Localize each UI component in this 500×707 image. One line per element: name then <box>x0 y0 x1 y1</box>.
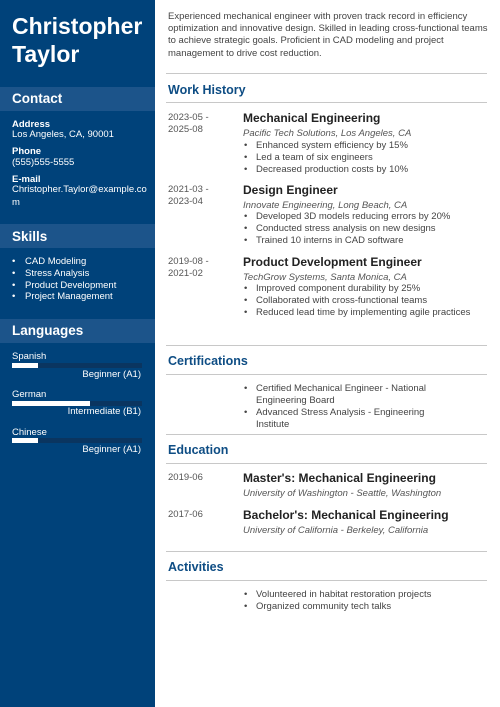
bullet-icon: • <box>12 291 16 303</box>
bullet-icon: • <box>244 222 248 234</box>
skill-item: • Stress Analysis <box>12 267 90 279</box>
job-date-range: 2021-03 - 2023-04 <box>168 184 209 207</box>
language-proficiency-fill <box>12 438 38 443</box>
education-school: University of California - Berkeley, California <box>243 525 429 536</box>
list-item: • Led a team of six engineers <box>244 151 373 163</box>
professional-summary: Experienced mechanical engineer with proven track record in efficiency optimization and innovative design. Skilled in leading cross-functional teams to achieve strategic goals. Proficient in CAD modeling and project management to drive cost reduction. <box>168 11 488 59</box>
bullet-icon: • <box>12 279 16 291</box>
email-label: E-mail <box>12 174 41 185</box>
certifications-heading: Certifications <box>168 354 248 368</box>
activities-list <box>243 589 488 613</box>
languages-heading: Languages <box>12 323 84 338</box>
list-item: • Collaborated with cross-functional teams <box>244 294 428 306</box>
education-degree: Master's: Mechanical Engineering <box>243 471 436 485</box>
bullet-icon: • <box>244 306 248 318</box>
language-name: German <box>12 389 47 400</box>
skill-item: • Project Management <box>12 291 113 303</box>
bullet-icon: • <box>244 140 248 151</box>
job-company: TechGrow Systems, Santa Monica, CA <box>243 272 407 283</box>
education-heading: Education <box>168 443 229 457</box>
bullet-icon: • <box>244 383 248 394</box>
language-name: Spanish <box>12 351 47 362</box>
skill-item: • CAD Modeling <box>12 256 87 267</box>
phone-value: (555)555-5555 <box>12 157 75 168</box>
list-item: • Trained 10 interns in CAD software <box>244 234 404 246</box>
contact-heading: Contact <box>12 91 63 106</box>
person-name: Christopher Taylor <box>12 13 143 67</box>
education-degree: Bachelor's: Mechanical Engineering <box>243 508 449 522</box>
address-value: Los Angeles, CA, 90001 <box>12 129 114 140</box>
phone-label: Phone <box>12 146 42 157</box>
section-divider <box>166 73 487 74</box>
section-divider <box>166 434 487 435</box>
bullet-icon: • <box>12 267 16 279</box>
job-title: Design Engineer <box>243 183 338 197</box>
certifications-list <box>243 383 458 431</box>
education-date: 2017-06 <box>168 509 203 520</box>
skills-heading: Skills <box>12 229 48 244</box>
bullet-icon: • <box>244 163 248 175</box>
list-item: • Organized community tech talks <box>244 600 392 612</box>
bullet-icon: • <box>244 151 248 163</box>
bullet-icon: • <box>244 283 248 294</box>
language-name: Chinese <box>12 427 47 438</box>
job-achievements <box>243 211 488 247</box>
bullet-icon: • <box>244 294 248 306</box>
job-achievements <box>243 140 488 176</box>
section-divider <box>166 463 487 464</box>
bullet-icon: • <box>244 211 248 222</box>
bullet-icon: • <box>244 234 248 246</box>
section-divider <box>166 551 487 552</box>
job-title: Product Development Engineer <box>243 255 422 269</box>
job-title: Mechanical Engineering <box>243 111 381 125</box>
bullet-icon: • <box>12 256 16 267</box>
language-level: Intermediate (B1) <box>67 406 141 417</box>
education-school: University of Washington - Seattle, Washington <box>243 488 442 499</box>
language-level: Beginner (A1) <box>82 369 141 380</box>
list-item: • Conducted stress analysis on new designs <box>244 222 436 234</box>
email-value[interactable]: Christopher.Taylor@example.com <box>12 184 147 208</box>
bullet-icon: • <box>244 406 248 418</box>
list-item: • Improved component durability by 25% <box>244 283 421 294</box>
list-item: • Reduced lead time by implementing agile practices <box>244 306 471 318</box>
bullet-icon: • <box>244 589 248 600</box>
section-divider <box>166 374 487 375</box>
language-proficiency-bar <box>12 438 142 443</box>
skills-list <box>12 256 116 303</box>
activities-heading: Activities <box>168 560 224 574</box>
section-divider <box>166 102 487 103</box>
language-proficiency-fill <box>12 363 38 368</box>
list-item: • Volunteered in habitat restoration projects <box>244 589 432 600</box>
list-item: • Enhanced system efficiency by 15% <box>244 140 408 151</box>
bullet-icon: • <box>244 600 248 612</box>
job-date-range: 2023-05 - 2025-08 <box>168 112 209 135</box>
skill-item: • Product Development <box>12 279 117 291</box>
language-level: Beginner (A1) <box>82 444 141 455</box>
list-item: • Decreased production costs by 10% <box>244 163 409 175</box>
job-company: Innovate Engineering, Long Beach, CA <box>243 200 408 211</box>
address-label: Address <box>12 119 51 130</box>
list-item: • Advanced Stress Analysis - Engineering Institute <box>244 406 425 430</box>
language-proficiency-bar <box>12 363 142 368</box>
list-item: • Developed 3D models reducing errors by 20% <box>244 211 451 222</box>
education-date: 2019-06 <box>168 472 203 483</box>
sidebar <box>0 0 155 707</box>
section-divider <box>166 345 487 346</box>
job-company: Pacific Tech Solutions, Los Angeles, CA <box>243 128 412 139</box>
work-history-heading: Work History <box>168 83 246 97</box>
list-item: • Certified Mechanical Engineer - National Engineering Board <box>244 383 427 406</box>
job-date-range: 2019-08 - 2021-02 <box>168 256 209 279</box>
section-divider <box>166 580 487 581</box>
job-achievements <box>243 283 473 319</box>
